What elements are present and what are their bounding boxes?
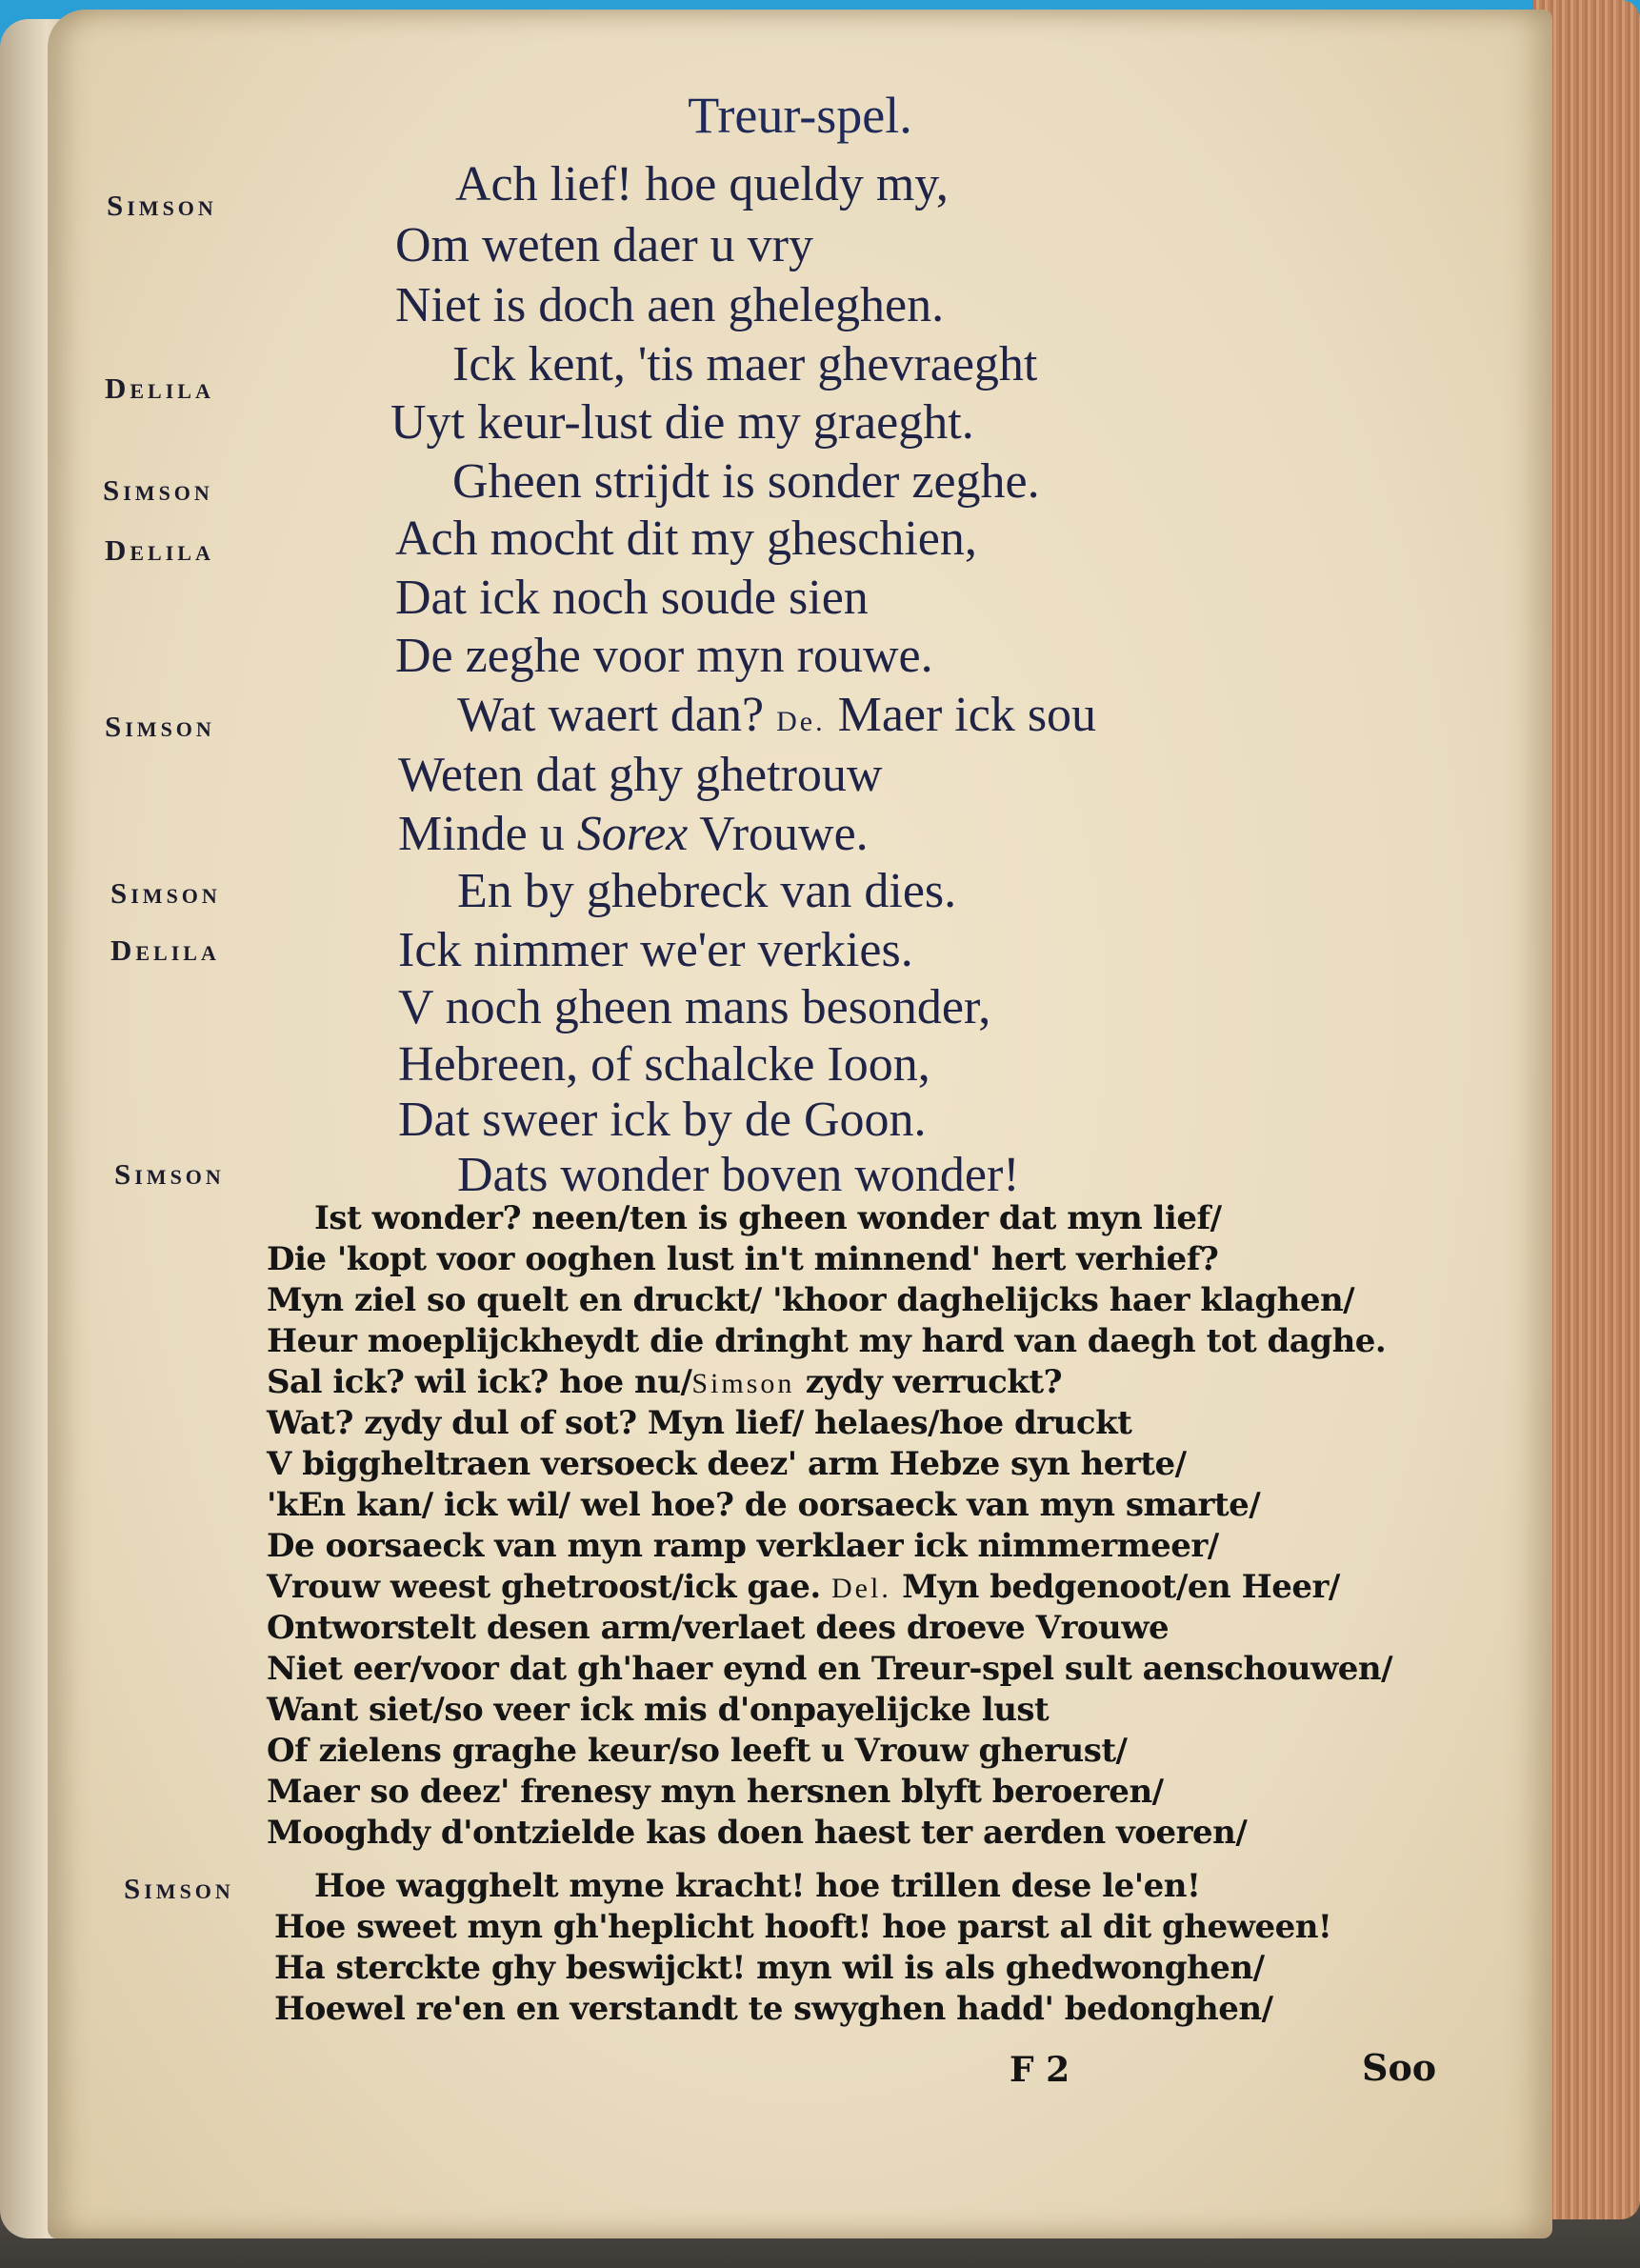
verse-line: Niet is doch aen gheleghen. [395,278,945,332]
book-page [48,10,1552,2238]
verse-line: Dat sweer ick by de Goon. [398,1093,927,1147]
speaker-delila: Delila [105,371,214,405]
blackletter-line: Niet eer/voor dat gh'haer eynd en Treur-spel sult aenschouwen/ [267,1650,1393,1688]
blackletter-line: Ontworstelt desen arm/verlaet dees droeve Vrouwe [267,1609,1170,1647]
verse-line: Dat ick noch soude sien [395,571,869,625]
verse-text: Minde u [398,807,577,861]
speaker-simson: Simson [110,876,221,910]
blackletter-line: Die 'kopt voor ooghen lust in't minnend' hert verhief? [267,1240,1219,1278]
blackletter-text: zydy verruckt? [794,1363,1062,1401]
blackletter-line: 'kEn kan/ ick wil/ wel hoe? de oorsaeck van myn smarte/ [267,1486,1261,1524]
blackletter-line: De oorsaeck van myn ramp verklaer ick nimmermeer/ [267,1527,1219,1565]
speaker-simson: Simson [107,189,217,222]
blackletter-line: Hoe wagghelt myne kracht! hoe trillen dese le'en! [314,1867,1201,1905]
speaker-simson: Simson [103,473,213,507]
verse-italic: Sorex [576,807,689,861]
blackletter-text: Sal ick? wil ick? hoe nu/ [267,1363,692,1401]
blackletter-line: Hoe sweet myn gh'heplicht hooft! hoe parst al dit gheween! [274,1908,1332,1946]
verse-line: Dats wonder boven wonder! [457,1148,1020,1202]
speaker-name-inline: Simson [691,1368,795,1399]
speaker-simson: Simson [124,1872,234,1905]
verse-line [398,807,869,861]
verse-line: Ach lief! hoe queldy my, [455,157,949,211]
blackletter-line [267,1363,1062,1401]
verse-text: Wat waert dan? [457,688,777,742]
blackletter-line: Ha sterckte ghy beswijckt! myn wil is als ghedwonghen/ [274,1949,1265,1987]
verse-line: De zeghe voor myn rouwe. [395,629,933,683]
page-header: Treur-spel. [688,87,912,144]
speaker-simson: Simson [105,710,215,743]
verse-text: Maer ick sou [825,688,1097,742]
blackletter-line: Want siet/so veer ick mis d'onpayelijcke lust [267,1691,1050,1729]
blackletter-line: Mooghdy d'ontzielde kas doen haest ter aerden voeren/ [267,1814,1248,1852]
speaker-abbrev: Del. [831,1573,891,1604]
verse-line: Ach mocht dit my gheschien, [395,512,977,566]
verse-line: Hebreen, of schalcke Ioon, [398,1037,930,1092]
verse-line: Gheen strijdt is sonder zeghe. [452,454,1040,509]
signature-mark: F 2 [1010,2050,1070,2090]
blackletter-line [267,1568,1340,1606]
blackletter-line: Wat? zydy dul of sot? Myn lief/ helaes/hoe druckt [267,1404,1132,1442]
verse-line: En by ghebreck van dies. [457,864,957,918]
blackletter-line: Ist wonder? neen/ten is gheen wonder dat myn lief/ [314,1199,1222,1237]
blackletter-line: Hoewel re'en en verstandt te swyghen hadd' bedonghen/ [274,1990,1273,2028]
blackletter-text: Myn bedgenoot/en Heer/ [890,1568,1340,1606]
blackletter-line: Of zielens graghe keur/so leeft u Vrouw gherust/ [267,1732,1128,1770]
speaker-delila: Delila [105,533,214,567]
verse-line: Om weten daer u vry [395,218,813,272]
speaker-abbrev: De. [776,706,826,737]
blackletter-text: Vrouw weest ghetroost/ick gae. [267,1568,821,1606]
blackletter-line: V biggheltraen versoeck deez' arm Hebze syn herte/ [267,1445,1187,1483]
verse-line: V noch gheen mans besonder, [398,980,991,1034]
verse-text: Vrouwe. [688,807,869,861]
verse-line: Ick kent, 'tis maer ghevraeght [452,337,1038,391]
verse-line [457,688,1097,742]
blackletter-line: Myn ziel so quelt en druckt/ 'khoor daghelijcks haer klaghen/ [267,1281,1355,1319]
verse-line: Uyt keur-lust die my graeght. [390,395,974,450]
verse-line: Weten dat ghy ghetrouw [398,748,883,802]
speaker-simson: Simson [114,1157,225,1191]
catchword: Soo [1362,2046,1437,2089]
blackletter-line: Maer so deez' frenesy myn hersnen blyft beroeren/ [267,1773,1164,1811]
speaker-delila: Delila [110,933,220,967]
blackletter-line: Heur moeplijckheydt die dringht my hard van daegh tot daghe. [267,1322,1387,1360]
verse-line: Ick nimmer we'er verkies. [398,923,913,977]
